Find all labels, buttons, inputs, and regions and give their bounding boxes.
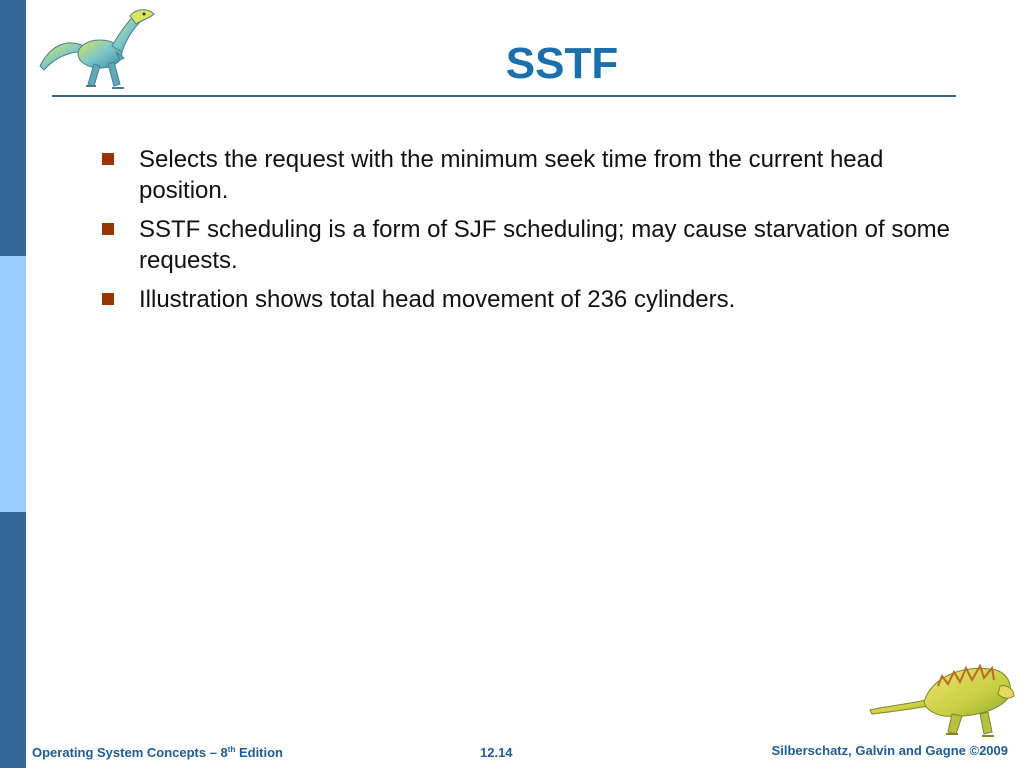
- bullet-item: [102, 284, 952, 315]
- title-divider: [52, 95, 956, 97]
- footer-book-prefix: Operating System Concepts – 8: [32, 745, 228, 760]
- bullet-item: [102, 214, 952, 276]
- sidebar-segment-middle: [0, 256, 26, 512]
- footer-book-suffix: Edition: [235, 745, 284, 760]
- square-bullet-icon: [102, 293, 114, 305]
- footer-book-title: [32, 745, 283, 760]
- sidebar-segment-bottom: [0, 512, 26, 768]
- bullet-text: SSTF scheduling is a form of SJF scheduling; may cause starvation of some requests.: [139, 216, 951, 274]
- bullet-item: [102, 144, 952, 206]
- footer-book-superscript: th: [227, 745, 236, 754]
- square-bullet-icon: [102, 153, 114, 165]
- bullet-list: [102, 144, 952, 323]
- bullet-text: Illustration shows total head movement of 236 cylinders.: [139, 286, 736, 313]
- bullet-text: Selects the request with the minimum seek time from the current head position.: [139, 146, 884, 204]
- dinosaur-icon: [868, 656, 1016, 740]
- slide-title: SSTF: [505, 39, 619, 88]
- square-bullet-icon: [102, 223, 114, 235]
- dinosaur-icon: [36, 6, 160, 96]
- left-sidebar-bar: [0, 0, 26, 768]
- footer-authors: Silberschatz, Galvin and Gagne ©2009: [771, 743, 1008, 758]
- sidebar-segment-top: [0, 0, 26, 256]
- footer-page-number: 12.14: [480, 745, 513, 760]
